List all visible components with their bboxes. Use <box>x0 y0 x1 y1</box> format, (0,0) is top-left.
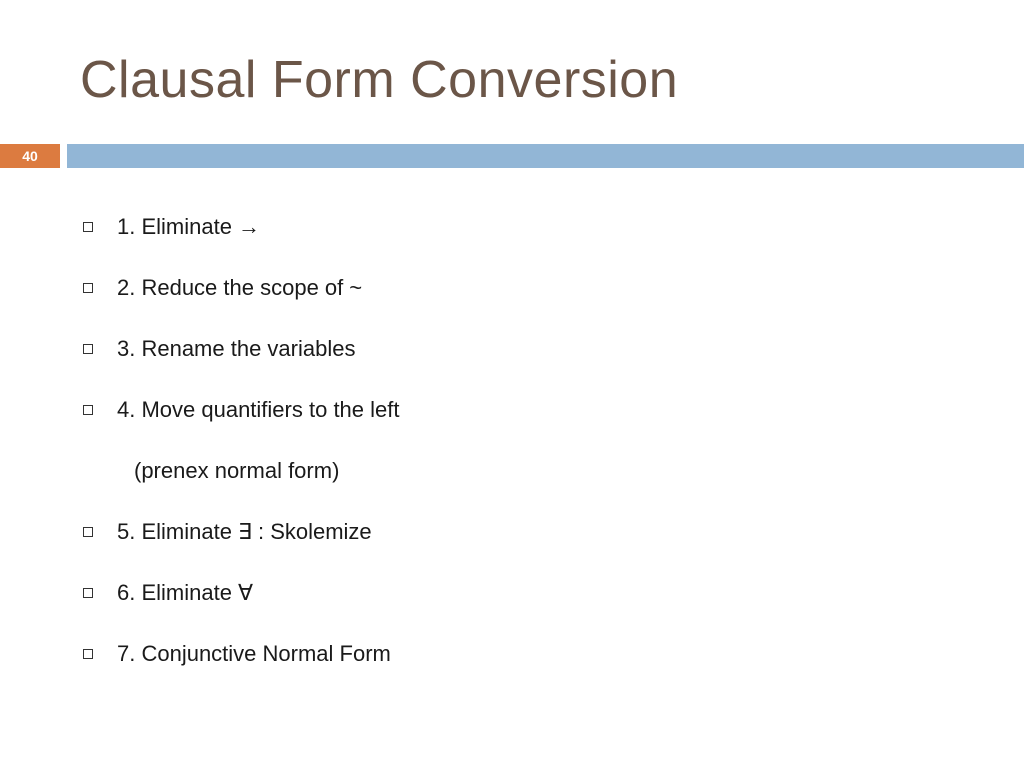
square-bullet-icon <box>83 405 93 415</box>
bullet-text: (prenex normal form) <box>134 457 340 483</box>
page-number-badge <box>0 144 60 168</box>
bullet-item <box>80 501 980 562</box>
bullet-text: 2. Reduce the scope of <box>117 274 344 300</box>
bullet-text: 5. Eliminate <box>117 518 232 544</box>
bullet-text: 6. Eliminate <box>117 579 232 605</box>
bullet-item <box>80 379 980 440</box>
arrow-symbol: → <box>237 213 260 239</box>
bullet-list <box>80 196 980 684</box>
bullet-item <box>80 562 980 623</box>
bullet-item <box>80 196 980 257</box>
square-bullet-icon <box>83 649 93 659</box>
negation-symbol: ~ <box>349 274 363 300</box>
square-bullet-icon <box>83 588 93 598</box>
square-bullet-icon <box>83 344 93 354</box>
bullet-text: 1. Eliminate <box>117 213 232 239</box>
bullet-item <box>80 257 980 318</box>
bullet-text: 3. Rename the variables <box>117 335 356 361</box>
square-bullet-icon <box>83 222 93 232</box>
bullet-item <box>80 318 980 379</box>
square-bullet-icon <box>83 283 93 293</box>
bullet-item <box>80 623 980 684</box>
header-bar <box>67 144 1024 168</box>
page-number: 40 <box>22 148 38 164</box>
forall-symbol: ∀ <box>237 579 254 605</box>
bullet-text: 7. Conjunctive Normal Form <box>117 640 391 666</box>
bullet-text: 4. Move quantifiers to the left <box>117 396 400 422</box>
exists-symbol: ∃ : Skolemize <box>237 518 372 544</box>
slide-title: Clausal Form Conversion <box>80 51 679 109</box>
bullet-continuation <box>80 440 980 501</box>
square-bullet-icon <box>83 527 93 537</box>
